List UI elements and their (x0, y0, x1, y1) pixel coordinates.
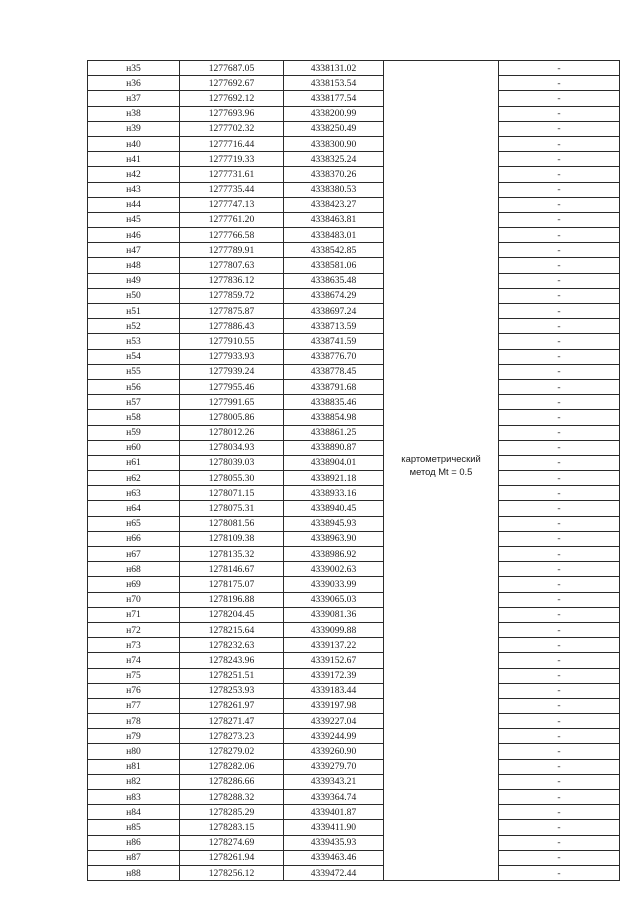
y-coordinate-cell: 4339435.93 (284, 835, 384, 850)
x-coordinate-cell: 1278282.06 (180, 759, 284, 774)
x-coordinate-cell: 1278274.69 (180, 835, 284, 850)
table-row (88, 501, 620, 516)
point-id-cell: н87 (88, 850, 180, 865)
y-coordinate-cell: 4339081.36 (284, 607, 384, 622)
point-id-cell: н77 (88, 698, 180, 713)
y-coordinate-cell: 4338861.25 (284, 425, 384, 440)
y-coordinate-cell: 4339099.88 (284, 622, 384, 637)
x-coordinate-cell: 1277702.32 (180, 121, 284, 136)
table-row (88, 121, 620, 136)
table-row (88, 683, 620, 698)
x-coordinate-cell: 1277719.33 (180, 152, 284, 167)
x-coordinate-cell: 1277836.12 (180, 273, 284, 288)
x-coordinate-cell: 1278012.26 (180, 425, 284, 440)
point-id-cell: н80 (88, 744, 180, 759)
y-coordinate-cell: 4338776.70 (284, 349, 384, 364)
point-id-cell: н73 (88, 638, 180, 653)
x-coordinate-cell: 1278253.93 (180, 683, 284, 698)
table-row (88, 622, 620, 637)
note-cell: - (499, 136, 620, 151)
y-coordinate-cell: 4338890.87 (284, 440, 384, 455)
note-cell: - (499, 410, 620, 425)
y-coordinate-cell: 4338200.99 (284, 106, 384, 121)
point-id-cell: н58 (88, 410, 180, 425)
table-row (88, 805, 620, 820)
y-coordinate-cell: 4339152.67 (284, 653, 384, 668)
y-coordinate-cell: 4338904.01 (284, 455, 384, 470)
point-id-cell: н51 (88, 304, 180, 319)
note-cell: - (499, 364, 620, 379)
note-cell: - (499, 334, 620, 349)
y-coordinate-cell: 4338778.45 (284, 364, 384, 379)
y-coordinate-cell: 4339244.99 (284, 729, 384, 744)
x-coordinate-cell: 1277886.43 (180, 319, 284, 334)
y-coordinate-cell: 4338713.59 (284, 319, 384, 334)
x-coordinate-cell: 1278135.32 (180, 547, 284, 562)
y-coordinate-cell: 4338791.68 (284, 379, 384, 394)
note-cell: - (499, 212, 620, 227)
y-coordinate-cell: 4338963.90 (284, 531, 384, 546)
y-coordinate-cell: 4338463.81 (284, 212, 384, 227)
note-cell: - (499, 577, 620, 592)
point-id-cell: н44 (88, 197, 180, 212)
table-row (88, 349, 620, 364)
y-coordinate-cell: 4338380.53 (284, 182, 384, 197)
note-cell: - (499, 258, 620, 273)
y-coordinate-cell: 4338423.27 (284, 197, 384, 212)
x-coordinate-cell: 1278243.96 (180, 653, 284, 668)
point-id-cell: н84 (88, 805, 180, 820)
table-row (88, 136, 620, 151)
table-row (88, 653, 620, 668)
x-coordinate-cell: 1277875.87 (180, 304, 284, 319)
note-cell: - (499, 395, 620, 410)
table-row (88, 258, 620, 273)
note-cell: - (499, 835, 620, 850)
x-coordinate-cell: 1277693.96 (180, 106, 284, 121)
x-coordinate-cell: 1278256.12 (180, 865, 284, 880)
table-row (88, 729, 620, 744)
y-coordinate-cell: 4339364.74 (284, 790, 384, 805)
x-coordinate-cell: 1278071.15 (180, 486, 284, 501)
y-coordinate-cell: 4338370.26 (284, 167, 384, 182)
y-coordinate-cell: 4339401.87 (284, 805, 384, 820)
note-cell: - (499, 714, 620, 729)
point-id-cell: н52 (88, 319, 180, 334)
y-coordinate-cell: 4338945.93 (284, 516, 384, 531)
point-id-cell: н75 (88, 668, 180, 683)
y-coordinate-cell: 4338835.46 (284, 395, 384, 410)
point-id-cell: н54 (88, 349, 180, 364)
note-cell: - (499, 182, 620, 197)
table-row (88, 790, 620, 805)
x-coordinate-cell: 1278109.38 (180, 531, 284, 546)
note-cell: - (499, 622, 620, 637)
method-cell (384, 61, 499, 881)
note-cell: - (499, 349, 620, 364)
point-id-cell: н66 (88, 531, 180, 546)
table-row (88, 607, 620, 622)
table-row (88, 759, 620, 774)
note-cell: - (499, 790, 620, 805)
point-id-cell: н39 (88, 121, 180, 136)
point-id-cell: н83 (88, 790, 180, 805)
table-row (88, 304, 620, 319)
point-id-cell: н56 (88, 379, 180, 394)
table-row (88, 395, 620, 410)
point-id-cell: н62 (88, 471, 180, 486)
x-coordinate-cell: 1278288.32 (180, 790, 284, 805)
y-coordinate-cell: 4339260.90 (284, 744, 384, 759)
y-coordinate-cell: 4338131.02 (284, 61, 384, 76)
note-cell: - (499, 288, 620, 303)
table-row (88, 61, 620, 76)
y-coordinate-cell: 4339343.21 (284, 774, 384, 789)
note-cell: - (499, 486, 620, 501)
y-coordinate-cell: 4338325.24 (284, 152, 384, 167)
x-coordinate-cell: 1277687.05 (180, 61, 284, 76)
x-coordinate-cell: 1277859.72 (180, 288, 284, 303)
point-id-cell: н88 (88, 865, 180, 880)
table-row (88, 410, 620, 425)
table-row (88, 668, 620, 683)
table-row (88, 547, 620, 562)
x-coordinate-cell: 1277731.61 (180, 167, 284, 182)
y-coordinate-cell: 4338940.45 (284, 501, 384, 516)
table-row (88, 212, 620, 227)
point-id-cell: н67 (88, 547, 180, 562)
y-coordinate-cell: 4339137.22 (284, 638, 384, 653)
note-cell: - (499, 61, 620, 76)
x-coordinate-cell: 1277933.93 (180, 349, 284, 364)
method-label-line1: картометрический (401, 452, 481, 464)
point-id-cell: н76 (88, 683, 180, 698)
point-id-cell: н42 (88, 167, 180, 182)
x-coordinate-cell: 1278081.56 (180, 516, 284, 531)
x-coordinate-cell: 1278175.07 (180, 577, 284, 592)
table-row (88, 152, 620, 167)
table-row (88, 425, 620, 440)
note-cell: - (499, 759, 620, 774)
note-cell: - (499, 653, 620, 668)
y-coordinate-cell: 4338921.18 (284, 471, 384, 486)
y-coordinate-cell: 4338153.54 (284, 76, 384, 91)
y-coordinate-cell: 4339472.44 (284, 865, 384, 880)
note-cell: - (499, 531, 620, 546)
x-coordinate-cell: 1278232.63 (180, 638, 284, 653)
point-id-cell: н70 (88, 592, 180, 607)
note-cell: - (499, 304, 620, 319)
table-row (88, 820, 620, 835)
table-row (88, 577, 620, 592)
note-cell: - (499, 744, 620, 759)
point-id-cell: н46 (88, 228, 180, 243)
y-coordinate-cell: 4338854.98 (284, 410, 384, 425)
table-row (88, 379, 620, 394)
note-cell: - (499, 440, 620, 455)
y-coordinate-cell: 4338300.90 (284, 136, 384, 151)
point-id-cell: н61 (88, 455, 180, 470)
table-row (88, 288, 620, 303)
x-coordinate-cell: 1278215.64 (180, 622, 284, 637)
y-coordinate-cell: 4339463.46 (284, 850, 384, 865)
x-coordinate-cell: 1278146.67 (180, 562, 284, 577)
x-coordinate-cell: 1277747.13 (180, 197, 284, 212)
table-row (88, 273, 620, 288)
point-id-cell: н59 (88, 425, 180, 440)
point-id-cell: н86 (88, 835, 180, 850)
point-id-cell: н45 (88, 212, 180, 227)
y-coordinate-cell: 4338933.16 (284, 486, 384, 501)
y-coordinate-cell: 4338986.92 (284, 547, 384, 562)
table-row (88, 364, 620, 379)
x-coordinate-cell: 1278204.45 (180, 607, 284, 622)
note-cell: - (499, 820, 620, 835)
note-cell: - (499, 805, 620, 820)
note-cell: - (499, 729, 620, 744)
note-cell: - (499, 774, 620, 789)
x-coordinate-cell: 1278279.02 (180, 744, 284, 759)
note-cell: - (499, 471, 620, 486)
y-coordinate-cell: 4339197.98 (284, 698, 384, 713)
x-coordinate-cell: 1278273.23 (180, 729, 284, 744)
point-id-cell: н60 (88, 440, 180, 455)
note-cell: - (499, 121, 620, 136)
table-row (88, 865, 620, 880)
note-cell: - (499, 516, 620, 531)
note-cell: - (499, 152, 620, 167)
x-coordinate-cell: 1277789.91 (180, 243, 284, 258)
note-cell: - (499, 273, 620, 288)
table-row (88, 592, 620, 607)
table-row (88, 774, 620, 789)
y-coordinate-cell: 4338542.85 (284, 243, 384, 258)
x-coordinate-cell: 1278055.30 (180, 471, 284, 486)
table-row (88, 714, 620, 729)
note-cell: - (499, 319, 620, 334)
point-id-cell: н64 (88, 501, 180, 516)
x-coordinate-cell: 1278285.29 (180, 805, 284, 820)
note-cell: - (499, 243, 620, 258)
note-cell: - (499, 562, 620, 577)
note-cell: - (499, 228, 620, 243)
y-coordinate-cell: 4339172.39 (284, 668, 384, 683)
point-id-cell: н48 (88, 258, 180, 273)
y-coordinate-cell: 4338581.06 (284, 258, 384, 273)
table-row (88, 106, 620, 121)
x-coordinate-cell: 1277716.44 (180, 136, 284, 151)
table-row (88, 835, 620, 850)
table-row (88, 486, 620, 501)
point-id-cell: н85 (88, 820, 180, 835)
note-cell: - (499, 379, 620, 394)
x-coordinate-cell: 1277766.58 (180, 228, 284, 243)
table-row (88, 243, 620, 258)
note-cell: - (499, 547, 620, 562)
coordinates-table (87, 60, 620, 881)
table-row (88, 319, 620, 334)
x-coordinate-cell: 1277692.12 (180, 91, 284, 106)
table-row (88, 562, 620, 577)
note-cell: - (499, 76, 620, 91)
y-coordinate-cell: 4338741.59 (284, 334, 384, 349)
note-cell: - (499, 167, 620, 182)
method-label-line2: метод Mt = 0.5 (409, 465, 473, 477)
x-coordinate-cell: 1277692.67 (180, 76, 284, 91)
point-id-cell: н50 (88, 288, 180, 303)
y-coordinate-cell: 4339183.44 (284, 683, 384, 698)
point-id-cell: н69 (88, 577, 180, 592)
table-row (88, 516, 620, 531)
x-coordinate-cell: 1278034.93 (180, 440, 284, 455)
point-id-cell: н78 (88, 714, 180, 729)
x-coordinate-cell: 1277910.55 (180, 334, 284, 349)
y-coordinate-cell: 4338635.48 (284, 273, 384, 288)
note-cell: - (499, 668, 620, 683)
note-cell: - (499, 106, 620, 121)
x-coordinate-cell: 1277807.63 (180, 258, 284, 273)
y-coordinate-cell: 4338250.49 (284, 121, 384, 136)
y-coordinate-cell: 4338674.29 (284, 288, 384, 303)
point-id-cell: н38 (88, 106, 180, 121)
x-coordinate-cell: 1278075.31 (180, 501, 284, 516)
x-coordinate-cell: 1278005.86 (180, 410, 284, 425)
x-coordinate-cell: 1277955.46 (180, 379, 284, 394)
y-coordinate-cell: 4338177.54 (284, 91, 384, 106)
note-cell: - (499, 698, 620, 713)
point-id-cell: н82 (88, 774, 180, 789)
table-row (88, 531, 620, 546)
coordinates-table-body (88, 61, 620, 881)
note-cell: - (499, 592, 620, 607)
point-id-cell: н41 (88, 152, 180, 167)
point-id-cell: н79 (88, 729, 180, 744)
point-id-cell: н47 (88, 243, 180, 258)
note-cell: - (499, 501, 620, 516)
note-cell: - (499, 683, 620, 698)
x-coordinate-cell: 1278286.66 (180, 774, 284, 789)
y-coordinate-cell: 4339411.90 (284, 820, 384, 835)
point-id-cell: н35 (88, 61, 180, 76)
table-row (88, 698, 620, 713)
table-row (88, 334, 620, 349)
table-row (88, 638, 620, 653)
point-id-cell: н57 (88, 395, 180, 410)
point-id-cell: н63 (88, 486, 180, 501)
y-coordinate-cell: 4339033.99 (284, 577, 384, 592)
table-row (88, 850, 620, 865)
note-cell: - (499, 91, 620, 106)
point-id-cell: н40 (88, 136, 180, 151)
table-row (88, 744, 620, 759)
point-id-cell: н72 (88, 622, 180, 637)
x-coordinate-cell: 1278271.47 (180, 714, 284, 729)
table-row (88, 471, 620, 486)
point-id-cell: н43 (88, 182, 180, 197)
x-coordinate-cell: 1278261.97 (180, 698, 284, 713)
table-row (88, 167, 620, 182)
point-id-cell: н65 (88, 516, 180, 531)
point-id-cell: н36 (88, 76, 180, 91)
x-coordinate-cell: 1277735.44 (180, 182, 284, 197)
point-id-cell: н74 (88, 653, 180, 668)
table-row (88, 228, 620, 243)
point-id-cell: н71 (88, 607, 180, 622)
x-coordinate-cell: 1277939.24 (180, 364, 284, 379)
point-id-cell: н53 (88, 334, 180, 349)
table-row (88, 197, 620, 212)
y-coordinate-cell: 4338697.24 (284, 304, 384, 319)
table-row (88, 440, 620, 455)
x-coordinate-cell: 1277991.65 (180, 395, 284, 410)
table-row (88, 76, 620, 91)
y-coordinate-cell: 4339002.63 (284, 562, 384, 577)
table-row (88, 182, 620, 197)
note-cell: - (499, 197, 620, 212)
note-cell: - (499, 455, 620, 470)
note-cell: - (499, 425, 620, 440)
x-coordinate-cell: 1278039.03 (180, 455, 284, 470)
x-coordinate-cell: 1278196.88 (180, 592, 284, 607)
y-coordinate-cell: 4339279.70 (284, 759, 384, 774)
point-id-cell: н37 (88, 91, 180, 106)
table-row (88, 91, 620, 106)
point-id-cell: н49 (88, 273, 180, 288)
note-cell: - (499, 607, 620, 622)
y-coordinate-cell: 4338483.01 (284, 228, 384, 243)
note-cell: - (499, 638, 620, 653)
y-coordinate-cell: 4339065.03 (284, 592, 384, 607)
x-coordinate-cell: 1277761.20 (180, 212, 284, 227)
x-coordinate-cell: 1278261.94 (180, 850, 284, 865)
point-id-cell: н68 (88, 562, 180, 577)
note-cell: - (499, 850, 620, 865)
point-id-cell: н55 (88, 364, 180, 379)
x-coordinate-cell: 1278283.15 (180, 820, 284, 835)
x-coordinate-cell: 1278251.51 (180, 668, 284, 683)
table-row (88, 455, 620, 470)
note-cell: - (499, 865, 620, 880)
point-id-cell: н81 (88, 759, 180, 774)
y-coordinate-cell: 4339227.04 (284, 714, 384, 729)
